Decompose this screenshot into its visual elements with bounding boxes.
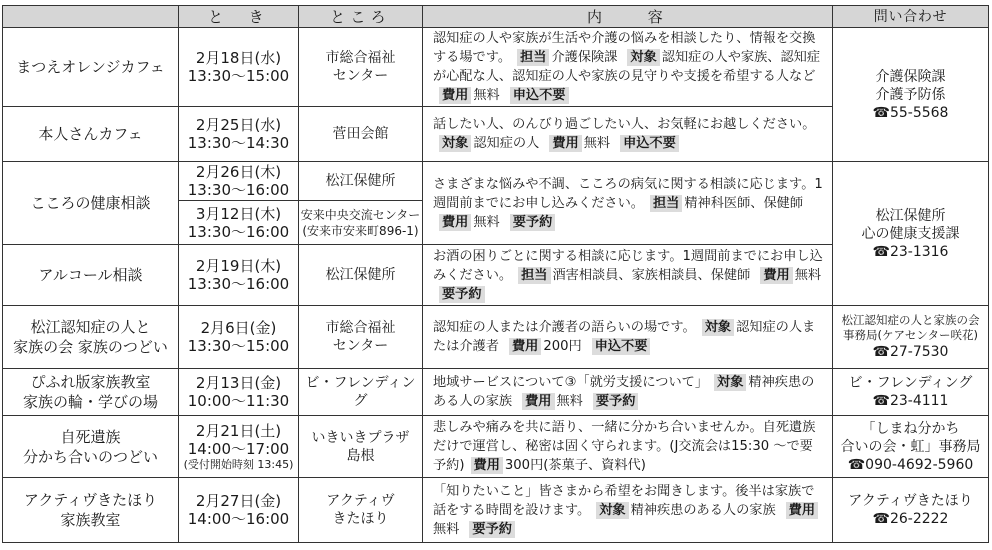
time-text: 13:30〜14:30 (187, 134, 290, 152)
event-title-line: 松江認知症の人と (30, 318, 151, 336)
tag-label: 対象 (627, 49, 659, 66)
header-contact: 問い合わせ (833, 6, 989, 28)
date-cell (179, 201, 299, 245)
event-schedule (2, 5, 988, 543)
place-cell (299, 478, 423, 543)
event-title-line: こころの健康相談 (30, 194, 151, 212)
event-title-line: まつえオレンジカフェ (16, 58, 165, 76)
time-text: 10:00〜11:30 (187, 392, 290, 410)
date-cell (179, 107, 299, 162)
tag-label: 対象 (439, 135, 471, 152)
header-when: と き (179, 6, 299, 28)
header-content: 内 容 (423, 6, 833, 28)
tag-value: 精神疾患のある人の家族 (630, 502, 776, 518)
tag-label: 費用 (522, 393, 554, 410)
tag-value: 無料 (794, 267, 822, 283)
place-line: 安来中央交流センター (300, 207, 421, 222)
contact-phone[interactable]: ☎23-1316 (872, 243, 949, 260)
content-text: 地域サービスについて③「就労支援について」 (433, 375, 709, 390)
tag-label: 費用 (471, 457, 503, 474)
place-line: いきいきプラザ (311, 429, 410, 446)
tag-label: 要予約 (593, 393, 639, 410)
time-text: 13:30〜16:00 (187, 275, 290, 293)
event-title (3, 306, 179, 369)
contact-cell (833, 28, 989, 162)
tag-value: 介護保険課 (551, 50, 618, 65)
contact-phone[interactable]: ☎26-2222 (872, 511, 949, 527)
place-line: 島根 (346, 447, 375, 464)
contact-line: 事務局(ケアセンター咲花) (843, 328, 978, 342)
place-cell (299, 28, 423, 107)
tag-label: 申込不要 (592, 338, 651, 355)
event-title (3, 245, 179, 306)
tag-label: 申込不要 (620, 135, 679, 152)
place-line: アクティヴ (326, 493, 395, 509)
date-text: 2月21日(土) (195, 422, 282, 440)
event-row (3, 369, 989, 416)
event-title (3, 416, 179, 478)
header-row (3, 6, 989, 28)
date-cell (179, 162, 299, 201)
content-text: 認知症の人または介護者の語らいの場です。 (433, 320, 696, 335)
place-line: 市総合福祉 (325, 50, 396, 66)
tag-label: 費用 (439, 87, 471, 104)
place-line: ビ・フレンディング (305, 375, 416, 409)
tag-value: 認知症の人または介護者 (433, 320, 816, 354)
contact-line: 介護予防係 (875, 86, 946, 103)
contact-line: ビ・フレンディング (848, 375, 973, 391)
schedule-table (2, 5, 989, 543)
date-text: 2月25日(水) (195, 116, 282, 134)
tag-value: 無料 (433, 521, 460, 537)
tag-label: 担当 (517, 49, 549, 66)
date-text: 2月6日(金) (200, 319, 277, 337)
contact-line: 心の健康支援課 (861, 225, 960, 242)
tag-label: 費用 (439, 214, 471, 231)
tag-label: 費用 (509, 338, 541, 355)
event-row (3, 478, 989, 543)
date-text: 2月18日(水) (195, 49, 282, 67)
place-cell (299, 201, 423, 245)
content-cell (423, 478, 833, 543)
time-text: 13:30〜15:00 (187, 67, 290, 85)
tag-value: 認知症の人や家族、認知症が心配な人、認知症の人や家族の見守りや支援を希望する人など (433, 50, 821, 84)
contact-phone[interactable]: ☎23-4111 (872, 393, 949, 409)
contact-line: アクティヴきたほり (848, 493, 973, 509)
event-row (3, 416, 989, 478)
contact-cell (833, 306, 989, 369)
event-title-line: 家族教室 (60, 511, 121, 529)
content-cell (423, 107, 833, 162)
time-text: 14:00〜16:00 (187, 510, 290, 528)
place-cell (299, 306, 423, 369)
content-cell (423, 369, 833, 416)
place-line: 松江保健所 (325, 267, 396, 283)
place-cell (299, 162, 423, 201)
tag-label: 要予約 (510, 214, 556, 231)
date-text: 2月26日(木) (195, 163, 282, 181)
contact-cell (833, 478, 989, 543)
tag-label: 費用 (549, 135, 581, 152)
tag-value: 精神疾患のある人の家族 (433, 375, 815, 409)
content-text: 認知症の人や家族が生活や介護の悩みを相談したり、情報を交換する場です。 (433, 31, 816, 65)
tag-value: 酒害相談員、家族相談員、保健師 (552, 267, 751, 283)
contact-phone[interactable]: ☎55-5568 (872, 104, 949, 121)
event-title-line: 自死遺族 (60, 427, 121, 446)
time-text: 13:30〜16:00 (187, 222, 290, 241)
event-title-line: アクティヴきたほり (23, 491, 158, 509)
place-line: 松江保健所 (325, 173, 396, 189)
content-text: 話したい人、のんびり過ごしたい人、お気軽にお越しください。 (433, 117, 816, 132)
tag-value: 精神科医師、保健師 (684, 195, 804, 211)
event-row (3, 306, 989, 369)
tag-label: 対象 (702, 319, 734, 336)
tag-value: 無料 (473, 88, 500, 103)
contact-line: 介護保険課 (875, 68, 946, 85)
tag-value: 200円 (543, 339, 582, 354)
tag-label: 費用 (760, 267, 792, 284)
event-title-line: 家族の会 家族のつどい (13, 338, 168, 356)
place-cell (299, 107, 423, 162)
time-text: 14:00〜17:00 (187, 440, 290, 458)
contact-line: 松江保健所 (875, 207, 946, 224)
event-title-line: アルコール相談 (38, 266, 143, 284)
place-line: センター (332, 68, 389, 84)
tag-label: 費用 (786, 502, 818, 519)
place-cell (299, 416, 423, 478)
tag-label: 対象 (596, 502, 628, 519)
content-text: 「知りたいこと」皆さまから希望をお聞きします。後半は家族で話をする時間を設けます。 (433, 483, 815, 518)
event-title (3, 107, 179, 162)
content-cell (423, 416, 833, 478)
event-title (3, 478, 179, 543)
date-cell (179, 369, 299, 416)
date-cell (179, 245, 299, 306)
event-title-line: 分かち合いのつどい (22, 447, 158, 466)
tag-value: 認知症の人 (473, 136, 540, 151)
contact-line: 「しまね分かち (861, 420, 960, 437)
tag-value: 無料 (556, 394, 583, 409)
event-title-line: 家族の輪・学びの場 (22, 393, 158, 411)
content-text: さまざまな悩みや不調、こころの病気に関する相談に応じます。1週間前までにお申し込みください。 (433, 176, 823, 211)
contact-cell (833, 369, 989, 416)
content-cell (423, 162, 833, 245)
event-row (3, 162, 989, 201)
date-text: 2月13日(金) (195, 374, 282, 392)
tag-label: 申込不要 (510, 87, 569, 104)
event-title (3, 162, 179, 245)
time-note: (受付開始時刻 13:45) (183, 458, 294, 471)
time-text: 13:30〜16:00 (187, 181, 290, 199)
date-text: 2月19日(木) (195, 257, 282, 275)
date-text: 2月27日(金) (195, 492, 282, 510)
event-title (3, 369, 179, 416)
contact-line: 松江認知症の人と家族の会 (841, 313, 980, 327)
content-cell (423, 28, 833, 107)
date-text: 3月12日(木) (195, 204, 282, 223)
tag-label: 要予約 (439, 286, 485, 303)
place-line: 菅田会館 (332, 126, 389, 142)
place-line: きたほり (332, 511, 389, 527)
tag-value: 無料 (473, 214, 500, 230)
content-text: お酒の困りごとに関する相談に応じます。1週間前までにお申し込みください。 (433, 248, 823, 283)
date-cell (179, 28, 299, 107)
place-cell (299, 245, 423, 306)
header-where: ところ (299, 6, 423, 28)
content-cell (423, 245, 833, 306)
contact-line: 合いの会・虹」事務局 (840, 438, 981, 455)
tag-label: 要予約 (469, 521, 515, 538)
event-title-line: 本人さんカフェ (38, 125, 143, 143)
date-cell (179, 478, 299, 543)
contact-cell (833, 162, 989, 306)
event-title-line: ぴふれ版家族教室 (30, 373, 151, 391)
tag-value: 300円(茶菓子、資料代) (504, 458, 646, 473)
contact-cell (833, 416, 989, 478)
tag-label: 対象 (714, 374, 746, 391)
header-blank (3, 6, 179, 28)
event-title (3, 28, 179, 107)
place-line: 市総合福祉 (325, 320, 396, 336)
event-row (3, 28, 989, 107)
tag-label: 担当 (518, 267, 550, 284)
date-cell (179, 306, 299, 369)
contact-phone[interactable]: ☎27-7530 (872, 344, 949, 360)
place-line: (安来市安来町896-1) (302, 223, 419, 238)
place-cell (299, 369, 423, 416)
tag-value: 無料 (583, 136, 611, 151)
content-text: 悲しみや痛みを共に語り、一緒に分かち合いませんか。自死遺族だけで運営し、秘密は固く守られます。(J交流会は15:30 〜で要予約) (433, 420, 816, 473)
contact-phone[interactable]: ☎090-4692-5960 (847, 456, 974, 473)
time-text: 13:30〜15:00 (187, 337, 290, 355)
place-line: センター (332, 338, 389, 354)
tag-label: 担当 (650, 195, 682, 212)
content-cell (423, 306, 833, 369)
date-cell (179, 416, 299, 478)
